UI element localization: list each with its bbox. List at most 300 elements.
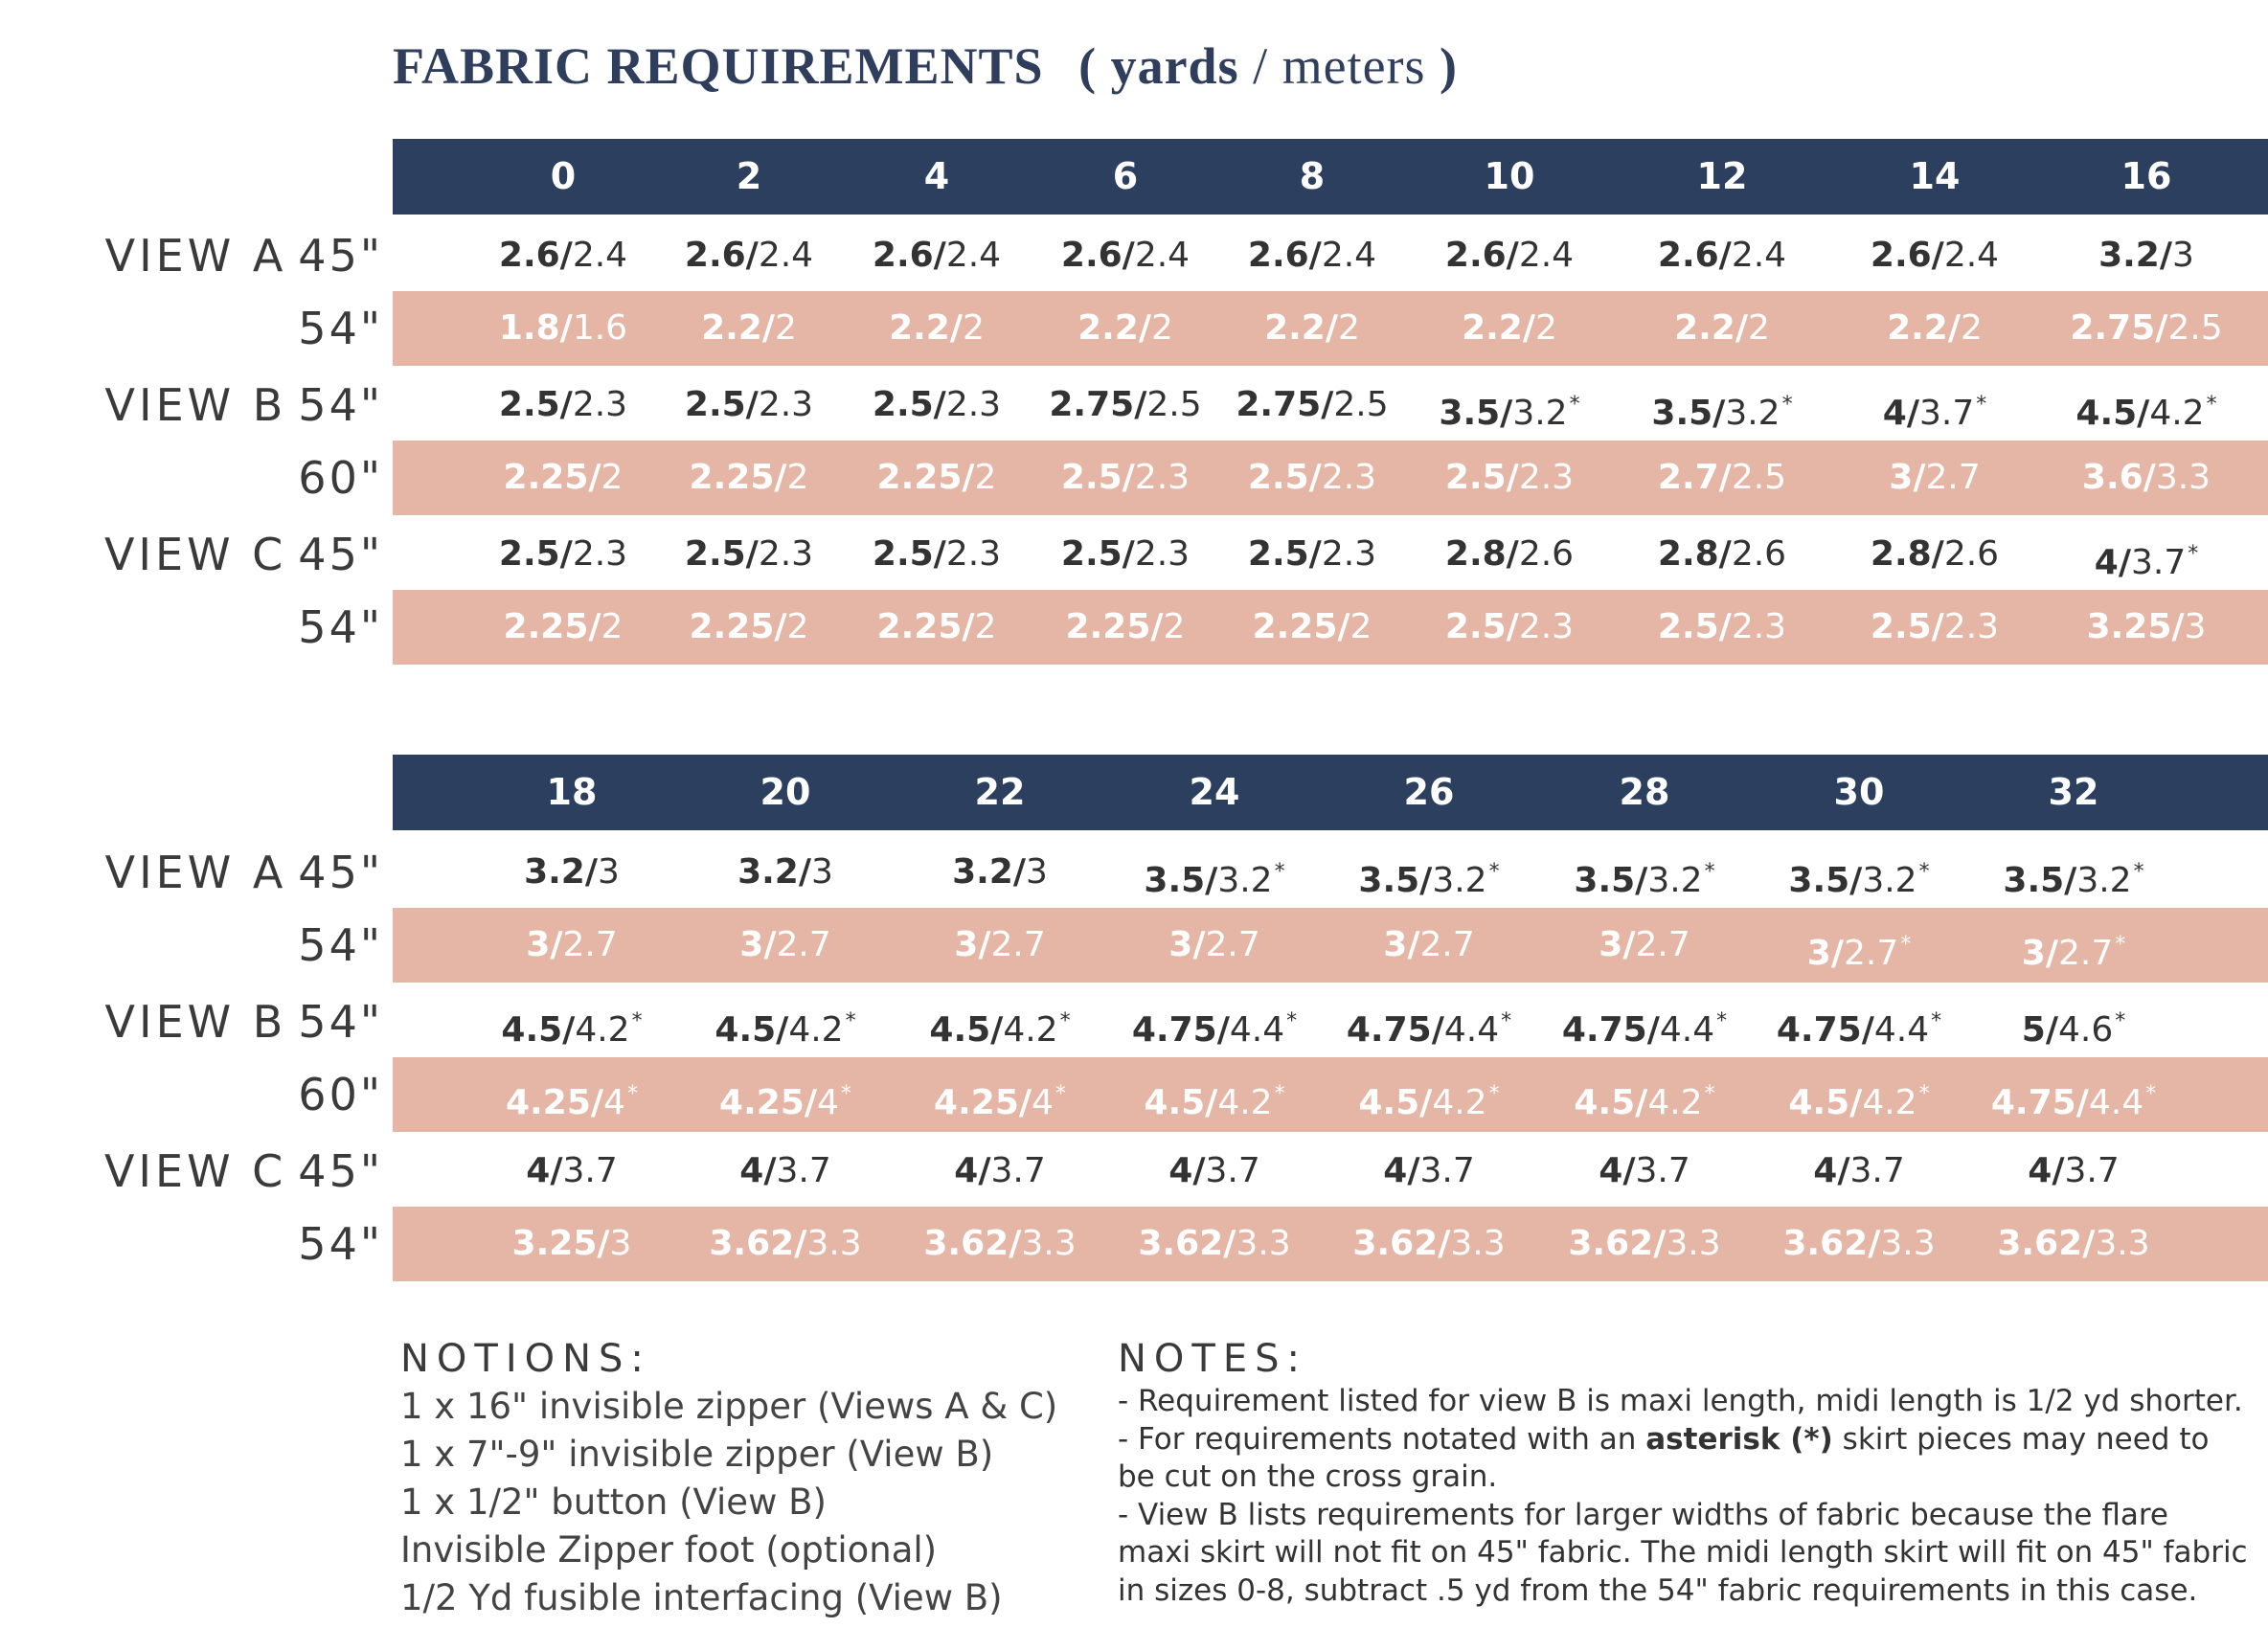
meters-value: 3 (811, 852, 833, 892)
yards-value: 3.5/ (1788, 861, 1863, 900)
meters-value: 2.3 (758, 534, 814, 574)
requirement-cell (2022, 984, 2125, 1059)
meters-value: 3.3 (2095, 1224, 2150, 1263)
meters-value: 2 (1349, 607, 1372, 646)
yards-value: 2.6/ (1060, 236, 1135, 275)
yards-value: 2.25/ (503, 607, 601, 646)
meters-value: 3.7 (1635, 1151, 1690, 1190)
asterisk-mark: * (2206, 393, 2217, 417)
meters-value: 2.7 (990, 925, 1046, 964)
asterisk-mark: * (2115, 1009, 2126, 1033)
requirement-cell (2075, 368, 2216, 442)
meters-value: 4.2 (2149, 394, 2205, 433)
title-paren-open: ( (1078, 37, 1098, 95)
row-band (393, 908, 2268, 983)
yards-value: 3.62/ (1568, 1224, 1667, 1263)
yards-value: 3/ (1806, 934, 1844, 973)
meters-value: 2.3 (1731, 607, 1787, 646)
fabric-width-label: 54" (298, 601, 383, 653)
requirement-cell (499, 218, 627, 293)
notion-item: 1 x 1/2" button (View B) (400, 1481, 827, 1523)
requirement-cell (1562, 984, 1727, 1059)
yards-value: 2.2/ (1887, 308, 1962, 348)
meters-value: 3.2 (1725, 394, 1780, 433)
yards-value: 2.2/ (889, 308, 964, 348)
meters-value: 3.2 (1432, 861, 1487, 900)
asterisk-mark: * (626, 1082, 638, 1106)
requirement-cell (1574, 1057, 1714, 1132)
meters-value: 3.2 (2076, 861, 2132, 900)
requirement-cell (1871, 517, 1999, 592)
yards-value: 2.5/ (498, 385, 573, 424)
yards-value: 3.2/ (2098, 236, 2173, 275)
meters-value: 1.6 (572, 308, 628, 348)
meters-value: 2.7 (1925, 458, 1981, 497)
requirement-cell (1144, 835, 1284, 910)
meters-value: 2.4 (758, 236, 814, 275)
meters-value: 2.3 (1321, 534, 1377, 574)
yards-value: 3.62/ (1352, 1224, 1451, 1263)
requirement-cell (952, 835, 1048, 910)
size-header-cell: 28 (1619, 771, 1670, 813)
requirement-cell (1568, 1207, 1720, 1281)
meters-value: 3.3 (2155, 458, 2211, 497)
meters-value: 3.7 (2064, 1151, 2120, 1190)
yards-value: 2.6/ (1247, 236, 1322, 275)
meters-value: 3.2 (1217, 861, 1273, 900)
table-row (0, 1207, 2268, 1281)
view-label: VIEW A (104, 847, 287, 898)
meters-value: 2.6 (1518, 534, 1575, 574)
requirement-cell (2070, 291, 2222, 366)
meters-value: 2.3 (1134, 534, 1191, 574)
meters-value: 2 (1151, 308, 1173, 348)
note-line: - View B lists requirements for larger widths of fabric because the flare maxi skirt will not fit on 45" fabric. The midi length skirt will fit on 45" fabric in sizes 0-8, subtract .5 yd from the 54" fabric requirements in this case. (1118, 1497, 2248, 1608)
meters-value: 2.3 (1518, 458, 1575, 497)
requirement-cell (1991, 1057, 2156, 1132)
title-paren-close: ) (1440, 37, 1459, 95)
size-header-cell: 4 (923, 155, 950, 197)
yards-value: 2.6/ (872, 236, 946, 275)
requirement-cell (1168, 1134, 1259, 1209)
yards-value: 3/ (739, 925, 777, 964)
asterisk-mark: * (1059, 1009, 1071, 1033)
fabric-width-label: 45" (298, 847, 383, 898)
row-label (0, 218, 383, 293)
meters-value: 2.7 (1419, 925, 1475, 964)
requirement-cell (1248, 517, 1376, 592)
requirement-cell (504, 590, 624, 665)
asterisk-mark: * (1274, 1082, 1285, 1106)
yards-value: 4.75/ (1561, 1010, 1660, 1050)
yards-value: 3/ (1383, 925, 1420, 964)
meters-value: 4.4 (1443, 1010, 1500, 1050)
requirement-cell (2095, 517, 2198, 592)
size-header-cell: 0 (550, 155, 577, 197)
size-header-cell: 12 (1696, 155, 1748, 197)
yards-value: 2.2/ (1077, 308, 1152, 348)
yards-value: 4.5/ (1788, 1083, 1863, 1122)
meters-value: 2.7 (1205, 925, 1260, 964)
requirement-cell (1871, 590, 1999, 665)
requirement-cell (1883, 368, 1986, 442)
row-label (0, 1057, 383, 1132)
requirement-cell (1599, 1134, 1690, 1209)
asterisk-mark: * (1931, 1009, 1942, 1033)
requirement-cell (499, 291, 627, 366)
yards-value: 2.2/ (1462, 308, 1536, 348)
table-row (0, 835, 2268, 910)
meters-value: 2.4 (1731, 236, 1787, 275)
meters-value: 3.2 (1647, 861, 1703, 900)
yards-value: 3.5/ (1358, 861, 1433, 900)
size-header-cell: 6 (1112, 155, 1139, 197)
requirement-cell (934, 1057, 1066, 1132)
meters-value: 3.3 (806, 1224, 862, 1263)
title-meters: meters (1281, 37, 1426, 95)
requirement-cell (1236, 368, 1388, 442)
requirement-cell (1658, 517, 1786, 592)
yards-value: 2.8/ (1444, 534, 1519, 574)
title-slash: / (1238, 37, 1282, 95)
size-header-cell: 32 (2048, 771, 2099, 813)
table-row (0, 441, 2268, 515)
requirement-cell (1658, 590, 1786, 665)
meters-value: 2.4 (1518, 236, 1575, 275)
notions-list (400, 1383, 1090, 1622)
yards-value: 2.25/ (689, 458, 787, 497)
yards-value: 3.5/ (1439, 394, 1513, 433)
table-row (0, 908, 2268, 983)
meters-value: 4.2 (1647, 1083, 1703, 1122)
yards-value: 3.5/ (1651, 394, 1726, 433)
requirement-cell (1077, 291, 1173, 366)
meters-value: 2.3 (945, 534, 1002, 574)
yards-value: 4.5/ (1358, 1083, 1433, 1122)
yards-value: 2.5/ (1247, 534, 1322, 574)
row-label (0, 1207, 383, 1281)
requirement-cell (1248, 441, 1376, 515)
size-header-cell: 10 (1484, 155, 1535, 197)
asterisk-mark: * (631, 1009, 643, 1033)
yards-value: 2.75/ (1049, 385, 1147, 424)
title-main: FABRIC REQUIREMENTS (393, 37, 1044, 95)
yards-value: 5/ (2021, 1010, 2058, 1050)
meters-value: 4.4 (1659, 1010, 1715, 1050)
meters-value: 2.7 (1843, 934, 1899, 973)
asterisk-mark: * (840, 1082, 851, 1106)
meters-value: 3 (2184, 607, 2207, 646)
requirement-cell (512, 1207, 632, 1281)
meters-value: 3.3 (1666, 1224, 1721, 1263)
yards-value: 2.6/ (1444, 236, 1519, 275)
asterisk-mark: * (1716, 1009, 1728, 1033)
requirement-cell (1788, 1057, 1929, 1132)
yards-value: 4/ (1383, 1151, 1420, 1190)
asterisk-mark: * (1286, 1009, 1298, 1033)
meters-value: 2 (775, 308, 797, 348)
meters-value: 3 (598, 852, 620, 892)
meters-value: 2 (1961, 308, 1983, 348)
fabric-width-label: 54" (298, 379, 383, 431)
notion-item: 1 x 16" invisible zipper (Views A & C) (400, 1386, 1058, 1427)
yards-value: 2.5/ (684, 534, 759, 574)
meters-value: 3.3 (1880, 1224, 1936, 1263)
requirement-cell (1658, 441, 1786, 515)
meters-value: 3.7 (1205, 1151, 1260, 1190)
size-header-cell: 14 (1909, 155, 1961, 197)
yards-value: 2.8/ (1657, 534, 1732, 574)
meters-value: 3 (1026, 852, 1048, 892)
requirement-cell (1138, 1207, 1290, 1281)
meters-value: 4.4 (1873, 1010, 1930, 1050)
meters-value: 2.3 (1134, 458, 1191, 497)
requirement-cell (690, 441, 809, 515)
asterisk-mark: * (1900, 933, 1912, 957)
size-header-row (393, 139, 2268, 215)
meters-value: 2.6 (1943, 534, 2000, 574)
meters-value: 3.3 (1021, 1224, 1077, 1263)
table-row (0, 291, 2268, 366)
yards-value: 3.5/ (2003, 861, 2077, 900)
meters-value: 2 (974, 607, 997, 646)
meters-value: 2.3 (572, 385, 628, 424)
requirement-cell (685, 368, 813, 442)
meters-value: 2.5 (1146, 385, 1202, 424)
requirement-cell (1445, 441, 1574, 515)
requirement-cell (1445, 590, 1574, 665)
meters-value: 2 (601, 458, 624, 497)
meters-value: 3.3 (1236, 1224, 1291, 1263)
meters-value: 2.3 (1943, 607, 2000, 646)
requirement-cell (1144, 1057, 1284, 1132)
yards-value: 4.5/ (1144, 1083, 1218, 1122)
row-label (0, 908, 383, 983)
meters-value: 3.7 (776, 1151, 831, 1190)
meters-value: 4.2 (1862, 1083, 1917, 1122)
requirement-cell (1889, 441, 1980, 515)
yards-value: 4.5/ (2075, 394, 2150, 433)
asterisk-mark: * (1704, 1082, 1715, 1106)
table-row (0, 590, 2268, 665)
yards-value: 4.25/ (719, 1083, 818, 1122)
requirement-cell (714, 984, 855, 1059)
yards-value: 4.5/ (929, 1010, 1004, 1050)
requirement-cell (873, 218, 1001, 293)
meters-value: 3.3 (1450, 1224, 1506, 1263)
yards-value: 2.5/ (1444, 458, 1519, 497)
asterisk-mark: * (1918, 860, 1930, 884)
asterisk-mark: * (1488, 860, 1500, 884)
row-band (393, 1057, 2268, 1132)
requirement-cell (929, 984, 1070, 1059)
yards-value: 3.6/ (2081, 458, 2156, 497)
yards-value: 2.25/ (1252, 607, 1350, 646)
row-label (0, 835, 383, 910)
requirement-cell (701, 291, 797, 366)
requirement-cell (1997, 1207, 2149, 1281)
requirement-cell (877, 590, 997, 665)
table-row (0, 517, 2268, 592)
requirement-cell (739, 1134, 830, 1209)
yards-value: 3/ (954, 925, 991, 964)
size-header-cell: 16 (2121, 155, 2172, 197)
requirement-cell (1066, 590, 1186, 665)
yards-value: 3.2/ (737, 852, 812, 892)
yards-value: 4.5/ (1574, 1083, 1648, 1122)
view-label: VIEW B (104, 379, 287, 431)
yards-value: 2.2/ (1264, 308, 1339, 348)
fabric-width-label: 60" (298, 1069, 383, 1120)
yards-value: 4.25/ (934, 1083, 1032, 1122)
yards-value: 2.25/ (1065, 607, 1164, 646)
requirement-cell (889, 291, 985, 366)
requirement-cell (1352, 1207, 1505, 1281)
table-row (0, 984, 2268, 1059)
yards-value: 2.5/ (1657, 607, 1732, 646)
requirement-cell (1599, 908, 1690, 983)
yards-value: 1.8/ (498, 308, 573, 348)
size-header-cell: 2 (736, 155, 762, 197)
meters-value: 2 (786, 607, 809, 646)
requirement-cell (526, 1134, 617, 1209)
requirement-cell (1651, 368, 1792, 442)
yards-value: 4/ (1168, 1151, 1206, 1190)
requirement-cell (690, 590, 809, 665)
title-yards: yards (1110, 37, 1239, 95)
meters-value: 3.7 (990, 1151, 1046, 1190)
yards-value: 2.6/ (1657, 236, 1732, 275)
requirement-cell (1264, 291, 1360, 366)
yards-value: 2.5/ (1444, 607, 1519, 646)
meters-value: 4.6 (2057, 1010, 2114, 1050)
asterisk-mark: * (845, 1009, 856, 1033)
meters-value: 2.3 (758, 385, 814, 424)
note-text: - For requirements notated with an (1118, 1421, 1646, 1457)
yards-value: 4/ (526, 1151, 563, 1190)
yards-value: 2.7/ (1657, 458, 1732, 497)
yards-value: 2.2/ (1674, 308, 1749, 348)
meters-value: 3.7 (2130, 543, 2187, 582)
asterisk-mark: * (1918, 1082, 1930, 1106)
requirement-cell (2098, 218, 2194, 293)
yards-value: 2.5/ (1060, 458, 1135, 497)
requirement-cell (2082, 441, 2211, 515)
note-line (1118, 1421, 2248, 1497)
notion-item: Invisible Zipper foot (optional) (400, 1529, 938, 1571)
requirement-cell (526, 908, 617, 983)
size-header-row (393, 755, 2268, 830)
notion-item: 1/2 Yd fusible interfacing (View B) (400, 1577, 1003, 1618)
requirement-cell (1383, 1134, 1474, 1209)
requirement-cell (737, 835, 833, 910)
meters-value: 2.6 (1731, 534, 1787, 574)
view-label: VIEW B (104, 996, 287, 1048)
table-row (0, 368, 2268, 442)
requirement-cell (1439, 368, 1579, 442)
requirement-cell (1658, 218, 1786, 293)
meters-value: 4.2 (1003, 1010, 1058, 1050)
size-header-cell: 20 (760, 771, 811, 813)
asterisk-mark: * (2188, 542, 2199, 566)
row-label (0, 441, 383, 515)
note-line: - Requirement listed for view B is maxi length, midi length is 1/2 yd shorter. (1118, 1384, 2243, 1418)
yards-value: 2.8/ (1870, 534, 1944, 574)
requirement-cell (719, 1057, 851, 1132)
fabric-width-label: 60" (298, 452, 383, 504)
yards-value: 3.5/ (1144, 861, 1218, 900)
meters-value: 2 (974, 458, 997, 497)
requirement-cell (1871, 218, 1999, 293)
yards-value: 2.2/ (701, 308, 776, 348)
meters-value: 4.2 (575, 1010, 630, 1050)
requirement-cell (2028, 1134, 2119, 1209)
note-text: skirt pieces may need to be cut on the cross grain. (1118, 1421, 2210, 1494)
yards-value: 3.62/ (1782, 1224, 1881, 1263)
requirement-cell (877, 441, 997, 515)
yards-value: 2.5/ (498, 534, 573, 574)
requirement-cell (685, 517, 813, 592)
requirement-cell (1383, 908, 1474, 983)
requirement-cell (923, 1207, 1076, 1281)
requirement-cell (524, 835, 620, 910)
yards-value: 3/ (1599, 925, 1636, 964)
asterisk-mark: * (1976, 393, 1987, 417)
yards-value: 3.2/ (952, 852, 1027, 892)
meters-value: 2.5 (2167, 308, 2223, 348)
requirement-cell (1777, 984, 1941, 1059)
requirement-cell (499, 517, 627, 592)
requirement-cell (873, 368, 1001, 442)
view-label: VIEW C (103, 1145, 287, 1197)
row-band (393, 1207, 2268, 1281)
meters-value: 4.4 (2088, 1083, 2144, 1122)
requirement-cell (954, 908, 1045, 983)
meters-value: 2.3 (572, 534, 628, 574)
fabric-width-label: 54" (298, 996, 383, 1048)
meters-value: 2.7 (2057, 934, 2114, 973)
asterisk-mark: * (1501, 1009, 1512, 1033)
yards-value: 3/ (526, 925, 563, 964)
asterisk-mark: * (1781, 393, 1793, 417)
yards-value: 2.5/ (1247, 458, 1322, 497)
yards-value: 2.6/ (498, 236, 573, 275)
size-header-cell: 26 (1403, 771, 1455, 813)
meters-value: 3.7 (562, 1151, 618, 1190)
requirement-cell (506, 1057, 638, 1132)
requirement-cell (1168, 908, 1259, 983)
asterisk-mark: * (1569, 393, 1580, 417)
fabric-width-label: 54" (298, 1218, 383, 1270)
requirement-cell (1049, 368, 1201, 442)
yards-value: 4/ (954, 1151, 991, 1190)
yards-value: 2.5/ (1870, 607, 1944, 646)
yards-value: 2.6/ (684, 236, 759, 275)
requirement-cell (1807, 908, 1911, 983)
asterisk-mark: * (1488, 1082, 1500, 1106)
requirement-cell (954, 1134, 1045, 1209)
requirement-cell (1347, 984, 1511, 1059)
meters-value: 2.4 (1134, 236, 1191, 275)
yards-value: 2.5/ (684, 385, 759, 424)
meters-value: 2.7 (776, 925, 831, 964)
meters-value: 2 (1163, 607, 1186, 646)
notes-list (1118, 1383, 2248, 1610)
meters-value: 3 (2172, 236, 2194, 275)
requirement-cell (1061, 517, 1190, 592)
notes-title: NOTES: (1118, 1337, 1307, 1381)
view-label: VIEW A (104, 230, 287, 282)
